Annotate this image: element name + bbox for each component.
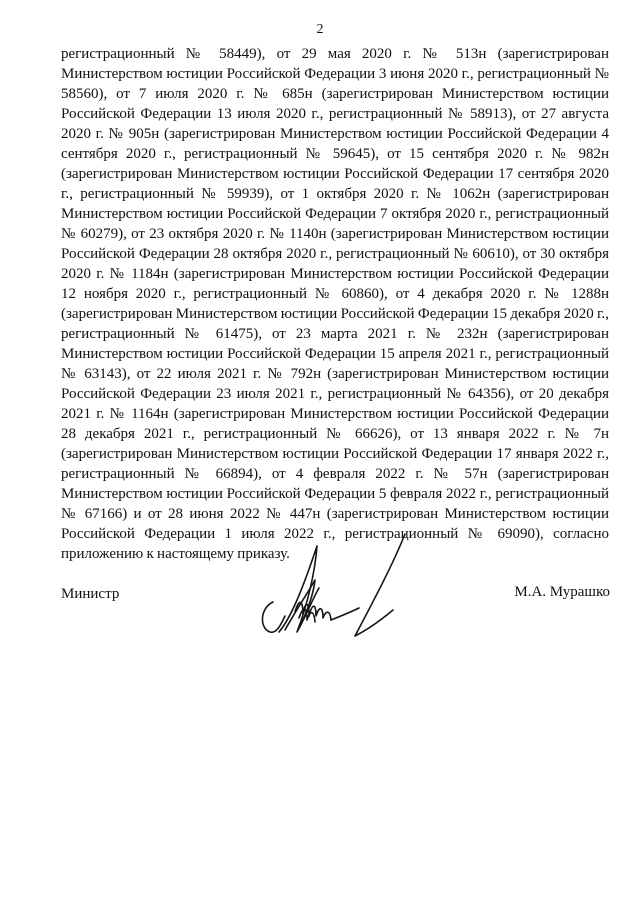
body-paragraph: регистрационный № 58449), от 29 мая 2020 г. № 513н (зарегистрирован Министерством юстиции Российской Федерации 3 июня 2020 г., регистрационный № 58560), от 7 июля 2020 г. № 685н (зарегистрирован Министерством юстиции Российской Федерации 13 июля 2020 г., регистрационный № 58913), от 27 августа 2020 г. № 905н (зарегистрирован Министерством юстиции Российской Федерации 4 сентября 2020 г., регистрационный № 59645), от 15 сентября 2020 г. № 982н (зарегистрирован Министерством юстиции Российской Федерации 17 сентября 2020 г., регистрационный № 59939), от 1 октября 2020 г. № 1062н (зарегистрирован Министерством юстиции Российской Федерации 7 октября 2020 г., регистрационный № 60279), от 23 октября 2020 г. № 1140н (зарегистрирован Министерством юстиции Российской Федерации 28 октября 2020 г., регистрационный № 60610), от 30 октября 2020 г. № 1184н (зарегистрирован Министерством юстиции Российской Федерации 12 ноября 2020 г., регистрационный № 60860), от 4 декабря 2020 г. № 1288н (зарегистрирован Министерством юстиции Российской Федерации 15 декабря 2020 г., регистрационный № 61475), от 23 марта 2021 г. № 232н (зарегистрирован Министерством юстиции Российской Федерации 15 апреля 2021 г., регистрационный № 63143), от 22 июля 2021 г. № 792н (зарегистрирован Министерством юстиции Российской Федерации 23 июля 2021 г., регистрационный № 64356), от 20 декабря 2021 г. № 1164н (зарегистрирован Министерством юстиции Российской Федерации 28 декабря 2021 г., регистрационный № 66626), от 13 января 2022 г. № 7н (зарегистрирован Министерством юстиции Российской Федерации 17 января 2022 г., регистрационный № 66894), от 4 февраля 2022 г. № 57н (зарегистрирован Министерством юстиции Российской Федерации 5 февраля 2022 г., регистрационный № 67166) и от 28 июня 2022 № 447н (зарегистрирован Министерством юстиции Российской Федерации 1 июля 2022 г., регистрационный № 69090), согласно приложению к настоящему приказу. [61,46,609,562]
handwritten-signature [255,528,420,653]
page-number: 2 [316,22,324,37]
signatory-position: Министр [61,586,120,602]
signature-block [0,580,640,660]
signatory-name: М.А. Мурашко [514,584,610,600]
